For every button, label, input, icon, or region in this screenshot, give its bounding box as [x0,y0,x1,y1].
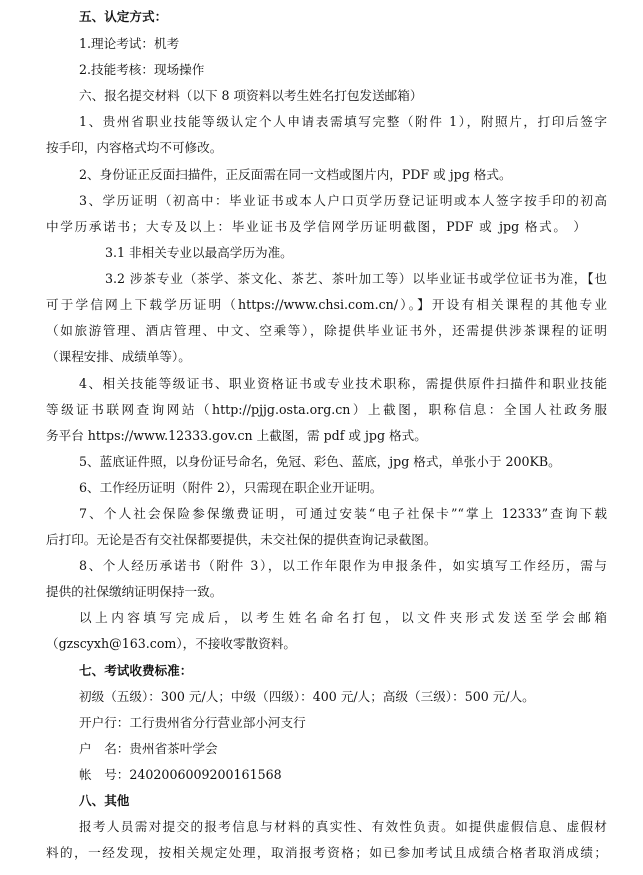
paragraph-line: 后打印。无论是否有交社保都要提供，未交社保的提供查询记录截图。 [46,532,437,547]
paragraph-line: 可于学信网上下载学历证明（https://www.chsi.com.cn/）。】开设有相关课程的其他专业 [46,297,607,312]
account-number: 帐 号：2402006009200161568 [79,767,282,782]
paragraph-line: （课程安排、成绩单等）。 [46,349,191,364]
paragraph-line: 8、个人经历承诺书（附件 3），以工作年限作为申报条件，如实填写工作经历，需与 [79,558,607,573]
paragraph-line: 报考人员需对提交的报考信息与材料的真实性、有效性负责。如提供虚假信息、虚假材 [79,819,607,834]
paragraph-line: 按手印，内容格式均不可修改。 [46,140,223,155]
paragraph-line: 中学历承诺书；大专及以上：毕业证书及学信网学历证明截图，PDF 或 jpg 格式。 ） [46,219,586,234]
paragraph-line: 以上内容填写完成后，以考生姓名命名打包，以文件夹形式发送至学会邮箱 [79,610,607,625]
paragraph-line: 2.技能考核：现场操作 [79,62,205,77]
fee-line: 初级（五级）：300 元/人；中级（四级）：400 元/人；高级（三级）：500 元/人。 [79,689,535,704]
section-heading-8: 八、其他 [79,793,130,808]
paragraph-line: 1.理论考试：机考 [79,36,180,51]
paragraph-line: （gzscyxh@163.com），不接收零散资料。 [46,636,296,651]
paragraph-line: 5、蓝底证件照，以身份证号命名，免冠、彩色、蓝底，jpg 格式，单张小于 200KB。 [79,454,561,469]
paragraph-line: 4、相关技能等级证书、职业资格证书或专业技术职称，需提供原件扫描件和职业技能 [79,376,607,391]
section-heading-5: 五、认定方式： [79,9,168,24]
section-heading-6: 六、报名提交材料（以下 8 项资料以考生姓名打包发送邮箱） [79,88,423,103]
paragraph-line: 7、个人社会保险参保缴费证明，可通过安装“电子社保卡”“掌上 12333”查询下载 [79,506,607,521]
paragraph-line: （如旅游管理、酒店管理、中文、空乘等），除提供毕业证书外，还需提供涉茶课程的证明 [46,323,607,338]
paragraph-line: 3.2 涉茶专业（茶学、茶文化、茶艺、茶叶加工等）以毕业证书或学位证书为准，【也 [105,271,607,286]
paragraph-line: 务平台 https://www.12333.gov.cn 上截图，需 pdf 或 jpg 格式。 [46,428,427,443]
paragraph-line: 3、学历证明（初高中：毕业证书或本人户口页学历登记证明或本人签字按手印的初高 [79,193,607,208]
account-name: 户 名：贵州省茶叶学会 [79,741,218,756]
paragraph-line: 2、身份证正反面扫描件，正反面需在同一文档或图片内，PDF 或 jpg 格式。 [79,167,512,182]
bank-name: 开户行：工行贵州省分行营业部小河支行 [79,715,306,730]
paragraph-line: 6、工作经历证明（附件 2），只需现在职企业开证明。 [79,480,383,495]
paragraph-line: 料的，一经发现，按相关规定处理，取消报考资格；如已参加考试且成绩合格者取消成绩； [46,845,607,860]
section-heading-7: 七、考试收费标准： [79,663,193,678]
paragraph-line: 1、贵州省职业技能等级认定个人申请表需填写完整（附件 1），附照片，打印后签字 [79,114,607,129]
paragraph-line: 等级证书联网查询网站（http://pjjg.osta.org.cn）上截图，职称信息：全国人社政务服 [46,402,607,417]
paragraph-line: 提供的社保缴纳证明保持一致。 [46,584,223,599]
paragraph-line: 3.1 非相关专业以最高学历为准。 [105,245,293,260]
